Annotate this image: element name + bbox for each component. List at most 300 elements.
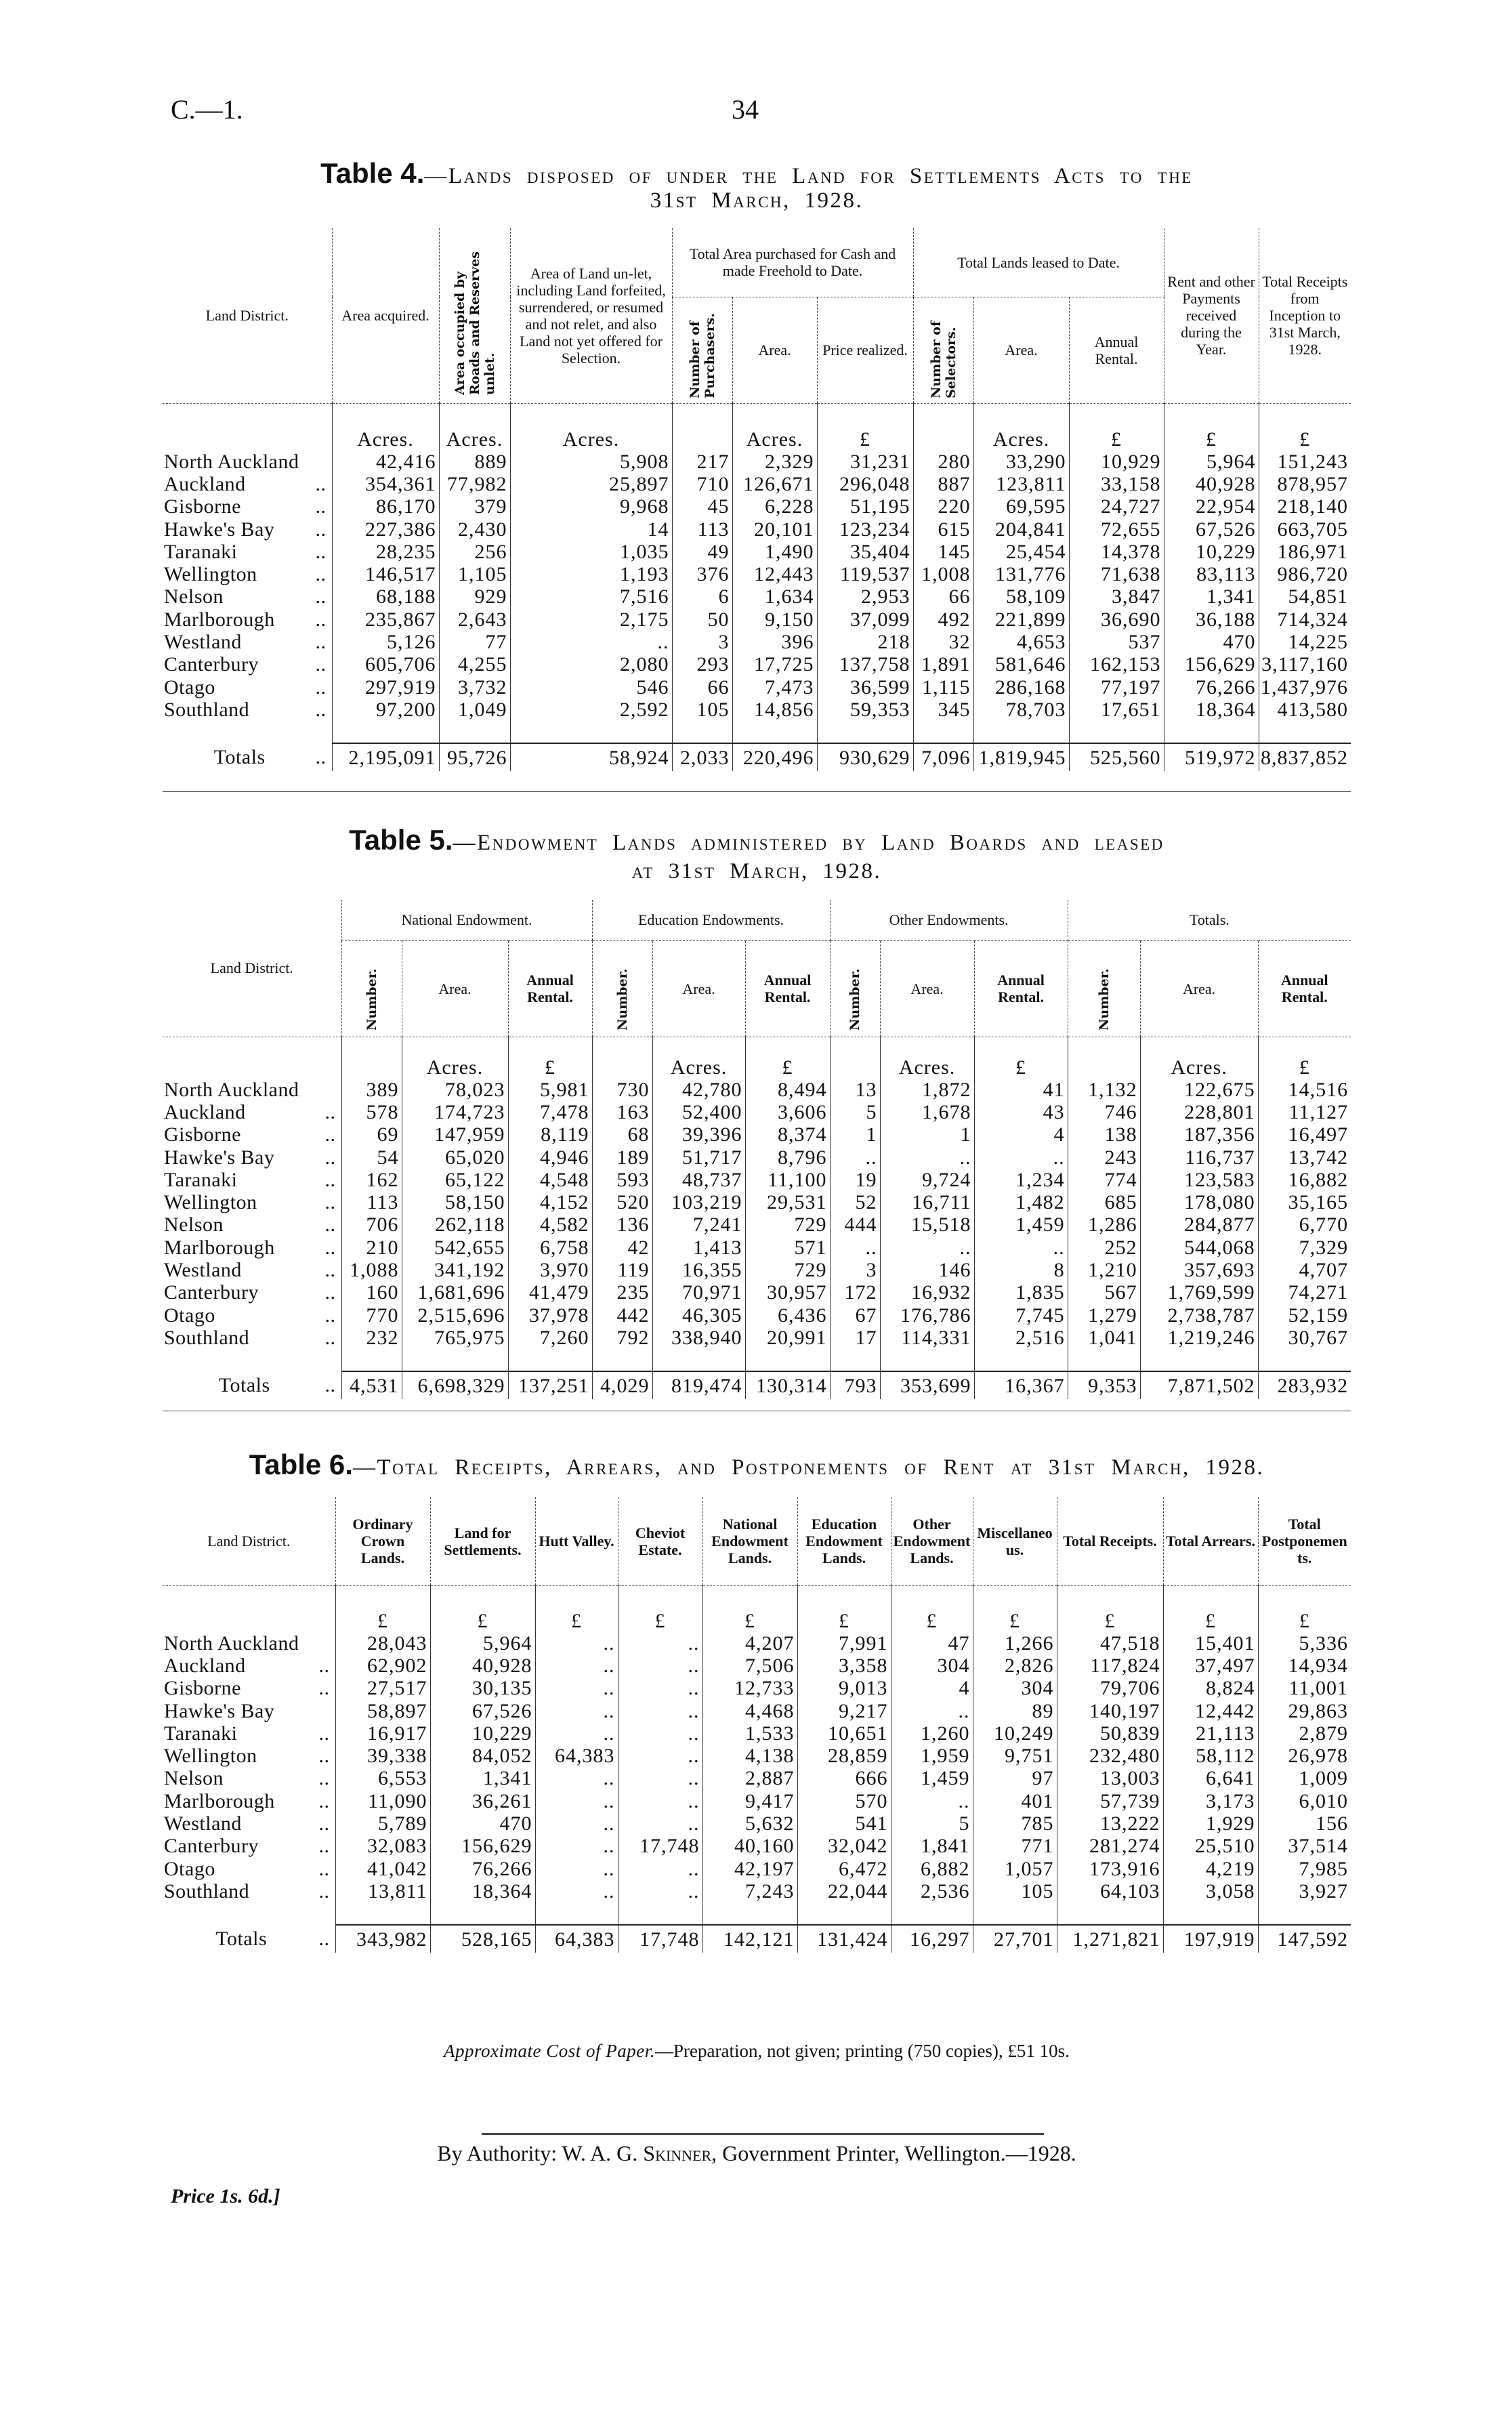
value-cell: 54,851	[1259, 585, 1351, 608]
rule-cell	[535, 1902, 618, 1925]
value-cell: 1,088	[341, 1259, 402, 1281]
value-cell: 147,592	[1258, 1925, 1351, 1953]
rule-cell	[974, 1349, 1068, 1371]
district-name: Hawke's Bay	[164, 518, 275, 541]
value-cell: 280	[913, 451, 973, 473]
dot-leader: ..	[318, 1745, 330, 1768]
value-cell: 47,518	[1057, 1632, 1163, 1655]
district-name: North Auckland	[164, 1631, 299, 1655]
value-cell: 146,517	[332, 563, 439, 585]
dot-leader: ..	[324, 1123, 336, 1146]
header-total-receipts: Total Receipts from Inception to 31st March, 1928.	[1259, 228, 1351, 403]
value-cell: ..	[535, 1699, 618, 1722]
value-cell: 68	[592, 1123, 652, 1146]
value-cell: 7,985	[1258, 1857, 1351, 1879]
district-name: Gisborne	[164, 495, 241, 518]
unit-label: Acres.	[510, 403, 672, 451]
value-cell: 537	[1069, 631, 1164, 653]
value-cell: 89	[973, 1699, 1057, 1722]
table5-title	[135, 824, 1378, 856]
value-cell: 774	[1068, 1169, 1140, 1191]
value-cell: ..	[618, 1767, 702, 1789]
value-cell: 542,655	[402, 1236, 508, 1259]
value-cell: 232,480	[1057, 1745, 1163, 1767]
value-cell: 131,424	[797, 1925, 891, 1953]
land-district-cell	[163, 1101, 341, 1123]
rule-cell	[1258, 1349, 1351, 1371]
value-cell: ..	[618, 1790, 702, 1812]
value-cell: 16,355	[652, 1259, 745, 1281]
value-cell: 228,801	[1140, 1101, 1258, 1123]
land-district-cell	[163, 699, 332, 721]
value-cell: 52,400	[652, 1101, 745, 1123]
district-name: Canterbury	[164, 1835, 259, 1858]
value-cell: 86,170	[332, 495, 439, 518]
rule-cell	[439, 721, 510, 743]
value-cell: 353,699	[880, 1371, 974, 1399]
value-cell: 544,068	[1140, 1236, 1258, 1259]
value-cell: 297,919	[332, 675, 439, 698]
unit-label: Acres.	[439, 403, 510, 451]
value-cell: ..	[510, 631, 672, 653]
dot-leader: ..	[318, 1857, 330, 1880]
value-cell: 243	[1068, 1146, 1140, 1168]
dot-leader: ..	[324, 1236, 336, 1259]
value-cell: 8,494	[745, 1079, 830, 1101]
totals-rule-row	[163, 721, 1351, 743]
table-row	[163, 1259, 1351, 1281]
value-cell: 785	[973, 1812, 1057, 1835]
value-cell: 176,786	[880, 1304, 974, 1326]
value-cell: 204,841	[973, 518, 1069, 540]
value-cell: 354,361	[332, 473, 439, 495]
dot-leader: ..	[318, 1677, 330, 1700]
value-cell: 2,080	[510, 653, 672, 675]
value-cell: 8,374	[745, 1123, 830, 1146]
value-cell: 126,671	[732, 473, 817, 495]
district-name: Otago	[164, 1304, 215, 1327]
value-cell: 7,329	[1258, 1236, 1351, 1259]
value-cell: 1,041	[1068, 1327, 1140, 1349]
value-cell: 69	[341, 1123, 402, 1146]
value-cell: 35,404	[817, 541, 913, 563]
value-cell: 5,908	[510, 451, 672, 473]
value-cell: ..	[880, 1236, 974, 1259]
value-cell: 65,020	[402, 1146, 508, 1168]
value-cell: 14,934	[1258, 1655, 1351, 1677]
dot-leader: ..	[318, 1835, 330, 1858]
value-cell: ..	[974, 1146, 1068, 1168]
rule-cell	[1140, 1349, 1258, 1371]
header-land-district: Land District.	[163, 900, 341, 1037]
value-cell: 262,118	[402, 1213, 508, 1236]
value-cell: 17,748	[618, 1835, 702, 1857]
rule-cell	[341, 1349, 402, 1371]
authority-line	[135, 2141, 1378, 2166]
value-cell: 929	[439, 585, 510, 608]
district-name: Totals	[213, 746, 266, 769]
header-annual-rental: Annual Rental.	[508, 940, 592, 1037]
value-cell: ..	[974, 1236, 1068, 1259]
value-cell: 142,121	[702, 1925, 797, 1953]
rule-cell	[797, 1902, 891, 1925]
value-cell: 16,497	[1258, 1123, 1351, 1146]
table6-label: Table 6.	[249, 1449, 353, 1480]
value-cell: 4,531	[341, 1371, 402, 1399]
value-cell: 389	[341, 1079, 402, 1101]
value-cell: 162,153	[1069, 653, 1164, 675]
authority-name: Skinner	[643, 2141, 712, 2165]
value-cell: 27,701	[973, 1925, 1057, 1953]
value-cell: 77,982	[439, 473, 510, 495]
page-number: 34	[732, 94, 759, 125]
value-cell: 17	[830, 1327, 880, 1349]
value-cell: 137,251	[508, 1371, 592, 1399]
unit-label: £	[1164, 403, 1259, 451]
header-column: Other Endowment Lands.	[891, 1497, 973, 1585]
value-cell: 30,767	[1258, 1327, 1351, 1349]
value-cell: 7,260	[508, 1327, 592, 1349]
unit-label	[163, 1585, 335, 1632]
value-cell: 11,127	[1258, 1101, 1351, 1123]
value-cell: 17,725	[732, 653, 817, 675]
header-unlet: Area of Land un-let, including Land forfeited, surrendered, or resumed and not relet, and also Land not yet offered for Selection.	[510, 228, 672, 403]
value-cell: 105	[973, 1880, 1057, 1902]
value-cell: 33,290	[973, 451, 1069, 473]
value-cell: 84,052	[430, 1745, 535, 1767]
value-cell: 71,638	[1069, 563, 1164, 585]
header-column: Land District.	[163, 1497, 335, 1585]
value-cell: 2,430	[439, 518, 510, 540]
table-row	[163, 675, 1351, 698]
value-cell: 37,497	[1163, 1655, 1258, 1677]
value-cell: 8	[974, 1259, 1068, 1281]
value-cell: 3,117,160	[1259, 653, 1351, 675]
value-cell: 58,112	[1163, 1745, 1258, 1767]
rule-cell	[430, 1902, 535, 1925]
land-district-cell	[163, 451, 332, 473]
district-name: Gisborne	[164, 1123, 241, 1146]
value-cell: 97,200	[332, 699, 439, 721]
dot-leader: ..	[318, 1767, 330, 1790]
value-cell: 37,099	[817, 608, 913, 631]
unit-label	[163, 403, 332, 451]
unit-label: Acres.	[332, 403, 439, 451]
value-cell: 729	[745, 1259, 830, 1281]
value-cell: ..	[618, 1632, 702, 1655]
header-number-text: Number.	[614, 968, 630, 1031]
unit-label: £	[618, 1585, 702, 1632]
value-cell: 1,193	[510, 563, 672, 585]
value-cell: 42	[592, 1236, 652, 1259]
header-area: Area.	[402, 940, 508, 1037]
dot-leader: ..	[324, 1100, 336, 1123]
value-cell: 284,877	[1140, 1213, 1258, 1236]
district-name: Southland	[164, 1326, 250, 1349]
value-cell: 27,517	[335, 1677, 430, 1699]
land-district-cell	[163, 1812, 335, 1835]
land-district-cell	[163, 1790, 335, 1812]
value-cell: 1,459	[891, 1767, 973, 1789]
value-cell: 520	[592, 1191, 652, 1213]
value-cell: ..	[830, 1146, 880, 1168]
value-cell: 3,173	[1163, 1790, 1258, 1812]
value-cell: 156	[1258, 1812, 1351, 1835]
value-cell: 1,219,246	[1140, 1327, 1258, 1349]
unit-label: £	[430, 1585, 535, 1632]
value-cell: 220,496	[732, 743, 817, 771]
header-leased-group: Total Lands leased to Date.	[913, 228, 1164, 297]
land-district-cell	[163, 1236, 341, 1259]
value-cell: 8,796	[745, 1146, 830, 1168]
land-district-cell	[163, 473, 332, 495]
value-cell: 19	[830, 1169, 880, 1191]
value-cell: 730	[592, 1079, 652, 1101]
header-other-endowments: Other Endowments.	[830, 900, 1068, 940]
value-cell: 30,135	[430, 1677, 535, 1699]
value-cell: ..	[535, 1767, 618, 1789]
value-cell: 5,632	[702, 1812, 797, 1835]
value-cell: 105	[672, 699, 732, 721]
table-row	[163, 541, 1351, 563]
value-cell: 156,629	[1164, 653, 1259, 675]
value-cell: 7,473	[732, 675, 817, 698]
rule-cell	[163, 1902, 335, 1925]
value-cell: 571	[745, 1236, 830, 1259]
unit-label: £	[1163, 1585, 1258, 1632]
value-cell: ..	[535, 1655, 618, 1677]
value-cell: 343,982	[335, 1925, 430, 1953]
authority-suffix: , Government Printer, Wellington.—1928.	[711, 2141, 1076, 2165]
land-district-cell	[163, 518, 332, 540]
land-district-cell	[163, 1677, 335, 1699]
value-cell: 4,207	[702, 1632, 797, 1655]
value-cell: 10,249	[973, 1722, 1057, 1745]
value-cell: 43	[974, 1101, 1068, 1123]
value-cell: 62,902	[335, 1655, 430, 1677]
value-cell: 156,629	[430, 1835, 535, 1857]
value-cell: 13	[830, 1079, 880, 1101]
value-cell: 376	[672, 563, 732, 585]
district-name: Nelson	[164, 1213, 224, 1236]
value-cell: 2,879	[1258, 1722, 1351, 1745]
value-cell: 1,210	[1068, 1259, 1140, 1281]
value-cell: 256	[439, 541, 510, 563]
value-cell: 3,927	[1258, 1880, 1351, 1902]
dot-leader: ..	[315, 698, 327, 721]
table-row	[163, 451, 1351, 473]
rule-cell	[332, 721, 439, 743]
value-cell: 706	[341, 1213, 402, 1236]
district-name: Hawke's Bay	[164, 1146, 275, 1169]
rule-cell	[1164, 721, 1259, 743]
value-cell: 283,932	[1258, 1371, 1351, 1399]
value-cell: 4,946	[508, 1146, 592, 1168]
land-district-cell	[163, 1169, 341, 1191]
value-cell: 1,008	[913, 563, 973, 585]
value-cell: 70,971	[652, 1281, 745, 1304]
value-cell: 304	[973, 1677, 1057, 1699]
value-cell: 11,090	[335, 1790, 430, 1812]
value-cell: 7,096	[913, 743, 973, 771]
table6-title	[135, 1449, 1378, 1481]
land-district-cell	[163, 675, 332, 698]
district-name: Taranaki	[164, 1722, 238, 1745]
table-row	[163, 699, 1351, 721]
value-cell: 42,780	[652, 1079, 745, 1101]
value-cell: 6,436	[745, 1304, 830, 1326]
header-roads-reserves-text: Area occupied by Roads and Reserves unlet.	[452, 251, 497, 396]
value-cell: 119	[592, 1259, 652, 1281]
value-cell: 685	[1068, 1191, 1140, 1213]
value-cell: 52,159	[1258, 1304, 1351, 1326]
header-column: Total Arrears.	[1163, 1497, 1258, 1585]
value-cell: 35,165	[1258, 1191, 1351, 1213]
value-cell: 6,472	[797, 1857, 891, 1879]
table-row	[163, 1745, 1351, 1767]
unit-label: £	[974, 1037, 1068, 1079]
unit-label: £	[745, 1037, 830, 1079]
value-cell: 567	[1068, 1281, 1140, 1304]
land-district-cell	[163, 631, 332, 653]
value-cell: 930,629	[817, 743, 913, 771]
dot-leader: ..	[324, 1281, 336, 1304]
table6-title-text: —Total Receipts, Arrears, and Postponements of Rent at 31st March, 1928.	[352, 1455, 1265, 1480]
unit-label	[341, 1037, 402, 1079]
value-cell: 41,042	[335, 1857, 430, 1879]
value-cell: 78,023	[402, 1079, 508, 1101]
value-cell: 76,266	[430, 1857, 535, 1879]
value-cell: 1,959	[891, 1745, 973, 1767]
table-row	[163, 1790, 1351, 1812]
table-row	[163, 1123, 1351, 1146]
district-name: Otago	[164, 1857, 215, 1880]
dot-leader: ..	[318, 1654, 330, 1677]
value-cell: 8,837,852	[1259, 743, 1351, 771]
table4-lands-disposed	[163, 228, 1351, 771]
table-row	[163, 1767, 1351, 1789]
value-cell: 74,271	[1258, 1281, 1351, 1304]
table-row	[163, 518, 1351, 540]
value-cell: 1,482	[974, 1191, 1068, 1213]
value-cell: 2,175	[510, 608, 672, 631]
value-cell: 9,150	[732, 608, 817, 631]
value-cell: 64,383	[535, 1745, 618, 1767]
dot-leader: ..	[318, 1812, 330, 1835]
value-cell: 2,643	[439, 608, 510, 631]
unit-label: £	[535, 1585, 618, 1632]
value-cell: 6,228	[732, 495, 817, 518]
value-cell: 4,138	[702, 1745, 797, 1767]
value-cell: 5,126	[332, 631, 439, 653]
value-cell: 6,010	[1258, 1790, 1351, 1812]
table6-receipts-arrears	[163, 1497, 1351, 1953]
units-row	[163, 403, 1351, 451]
land-district-cell	[163, 1371, 341, 1399]
dot-leader: ..	[318, 1789, 330, 1812]
table-row	[163, 1236, 1351, 1259]
table-row	[163, 1835, 1351, 1857]
value-cell: 14	[510, 518, 672, 540]
dot-leader: ..	[315, 495, 327, 518]
table4-title-text: —Lands disposed of under the Land for Settlements Acts to the	[424, 164, 1193, 188]
value-cell: 6,882	[891, 1857, 973, 1879]
value-cell: 710	[672, 473, 732, 495]
value-cell: 7,478	[508, 1101, 592, 1123]
value-cell: 40,928	[430, 1655, 535, 1677]
unit-label: £	[1258, 1585, 1351, 1632]
dot-leader: ..	[324, 1213, 336, 1236]
unit-label: £	[973, 1585, 1057, 1632]
cost-of-paper-note	[135, 2041, 1378, 2062]
value-cell: 26,978	[1258, 1745, 1351, 1767]
value-cell: 1,459	[974, 1213, 1068, 1236]
table-row	[163, 495, 1351, 518]
table-row	[163, 1169, 1351, 1191]
value-cell: 286,168	[973, 675, 1069, 698]
value-cell: 138	[1068, 1123, 1140, 1146]
value-cell: 163	[592, 1101, 652, 1123]
header-area-acquired: Area acquired.	[332, 228, 439, 403]
district-name: Westland	[164, 631, 242, 654]
value-cell: 2,536	[891, 1880, 973, 1902]
land-district-cell	[163, 1146, 341, 1168]
value-cell: ..	[891, 1790, 973, 1812]
rule-cell	[402, 1349, 508, 1371]
value-cell: 17,748	[618, 1925, 702, 1953]
authority-prefix: By Authority: W. A. G.	[437, 2141, 644, 2165]
land-district-cell	[163, 1699, 335, 1722]
rule-cell	[618, 1902, 702, 1925]
value-cell: 1,634	[732, 585, 817, 608]
rule-cell	[880, 1349, 974, 1371]
value-cell: ..	[891, 1699, 973, 1722]
value-cell: 878,957	[1259, 473, 1351, 495]
rule-cell	[592, 1349, 652, 1371]
unit-label: £	[335, 1585, 430, 1632]
value-cell: 17,651	[1069, 699, 1164, 721]
dot-leader: ..	[315, 675, 327, 699]
value-cell: 68,188	[332, 585, 439, 608]
value-cell: 1,835	[974, 1281, 1068, 1304]
value-cell: 51,717	[652, 1146, 745, 1168]
value-cell: 58,924	[510, 743, 672, 771]
value-cell: 50,839	[1057, 1722, 1163, 1745]
totals-row	[163, 1925, 1351, 1953]
rule-cell	[163, 1349, 341, 1371]
value-cell: 12,733	[702, 1677, 797, 1699]
value-cell: 7,745	[974, 1304, 1068, 1326]
value-cell: 39,396	[652, 1123, 745, 1146]
value-cell: 666	[797, 1767, 891, 1789]
rule-cell	[745, 1349, 830, 1371]
land-district-cell	[163, 608, 332, 631]
value-cell: 45	[672, 495, 732, 518]
table-row	[163, 1722, 1351, 1745]
unit-label: Acres.	[652, 1037, 745, 1079]
value-cell: 281,274	[1057, 1835, 1163, 1857]
value-cell: 1,819,945	[973, 743, 1069, 771]
value-cell: 232	[341, 1327, 402, 1349]
value-cell: 11,001	[1258, 1677, 1351, 1699]
header-price-realized: Price realized.	[817, 297, 913, 403]
value-cell: 1,049	[439, 699, 510, 721]
value-cell: 123,811	[973, 473, 1069, 495]
value-cell: 5,964	[430, 1632, 535, 1655]
value-cell: 29,531	[745, 1191, 830, 1213]
dot-leader: ..	[315, 518, 327, 541]
rule-cell	[1069, 721, 1164, 743]
